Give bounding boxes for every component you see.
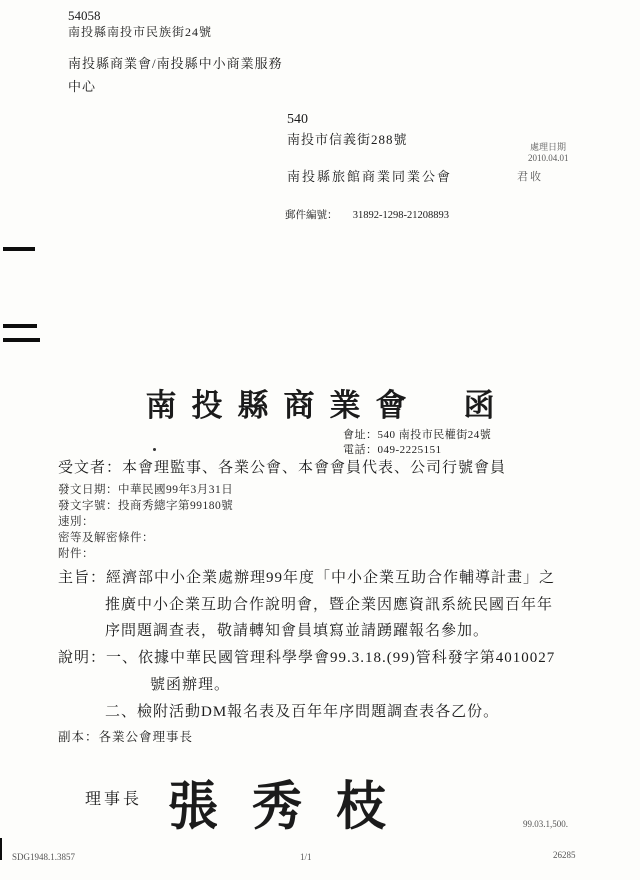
- sender-code: 54058: [68, 8, 101, 23]
- explanation-line-2: 二、檢附活動DM報名表及百年年序問題調查表各乙份。: [105, 704, 500, 720]
- letter-title: [0, 380, 640, 425]
- recipient-line: 受文者：本會理監事、各業公會、本會會員代表、公司行號會員: [58, 460, 507, 476]
- speed-line: 速別：: [58, 516, 94, 528]
- security-line: 密等及解密條件：: [58, 532, 154, 544]
- process-date-label: 處理日期: [530, 142, 567, 152]
- print-info: 99.03.1,500.: [523, 819, 568, 829]
- footer-page-number: 1/1: [300, 852, 312, 862]
- recipient-attn: 君收: [517, 171, 543, 183]
- org-address-line: 會址：540 南投市民權街24號: [343, 429, 492, 441]
- sender-address: 南投縣南投市民族街24號: [68, 25, 213, 39]
- footer-left-code: SDG1948.1.3857: [12, 852, 76, 862]
- org-phone-line: 電話：049-2225151: [343, 444, 442, 456]
- explanation-line-1: 說明：一、依據中華民國管理科學學會99.3.18.(99)管科發字第4010027: [58, 650, 556, 666]
- doc-type: 函: [463, 388, 495, 423]
- recipient-zip: 540: [287, 112, 308, 127]
- mail-number-label: 郵件編號：: [285, 210, 338, 221]
- fold-mark-1: [3, 247, 35, 251]
- subject-line-2: 推廣中小企業互助合作說明會，暨企業因應資訊系統民國百年年: [105, 597, 554, 613]
- chairman-signature: 張秀枝: [168, 776, 420, 836]
- process-date-value: 2010.04.01: [528, 153, 569, 163]
- recipient-address: 南投市信義街288號: [287, 132, 408, 147]
- footer-right-code: 26285: [553, 850, 576, 860]
- edge-mark: [0, 838, 2, 860]
- fold-mark-2b: [3, 338, 40, 342]
- attachment-line: 附件：: [58, 548, 94, 560]
- explanation-line-1b: 號函辦理。: [150, 677, 231, 693]
- org-title: 南投縣商業會: [145, 388, 422, 423]
- sender-org-line1: 南投縣商業會/南投縣中小商業服務: [68, 56, 283, 71]
- issue-date-line: 發文日期：中華民國99年3月31日: [58, 484, 234, 496]
- subject-line-1: 主旨：經濟部中小企業處辦理99年度「中小企業互助合作輔導計畫」之: [58, 570, 556, 586]
- fold-mark-2a: [3, 324, 37, 328]
- ref-number-line: 發文字號：投商秀總字第99180號: [58, 500, 234, 512]
- subject-line-3: 序問題調查表，敬請轉知會員填寫並請踴躍報名參加。: [105, 623, 490, 639]
- mail-number-line: [285, 207, 449, 222]
- sender-org-line2: 中心: [68, 79, 97, 94]
- stray-dot: [153, 448, 156, 451]
- cc-line: 副本：各業公會理事長: [58, 730, 194, 744]
- chairman-label: 理事長: [85, 791, 143, 808]
- recipient-name: 南投縣旅館商業同業公會: [287, 169, 453, 184]
- mail-number-value: 31892-1298-21208893: [352, 210, 449, 221]
